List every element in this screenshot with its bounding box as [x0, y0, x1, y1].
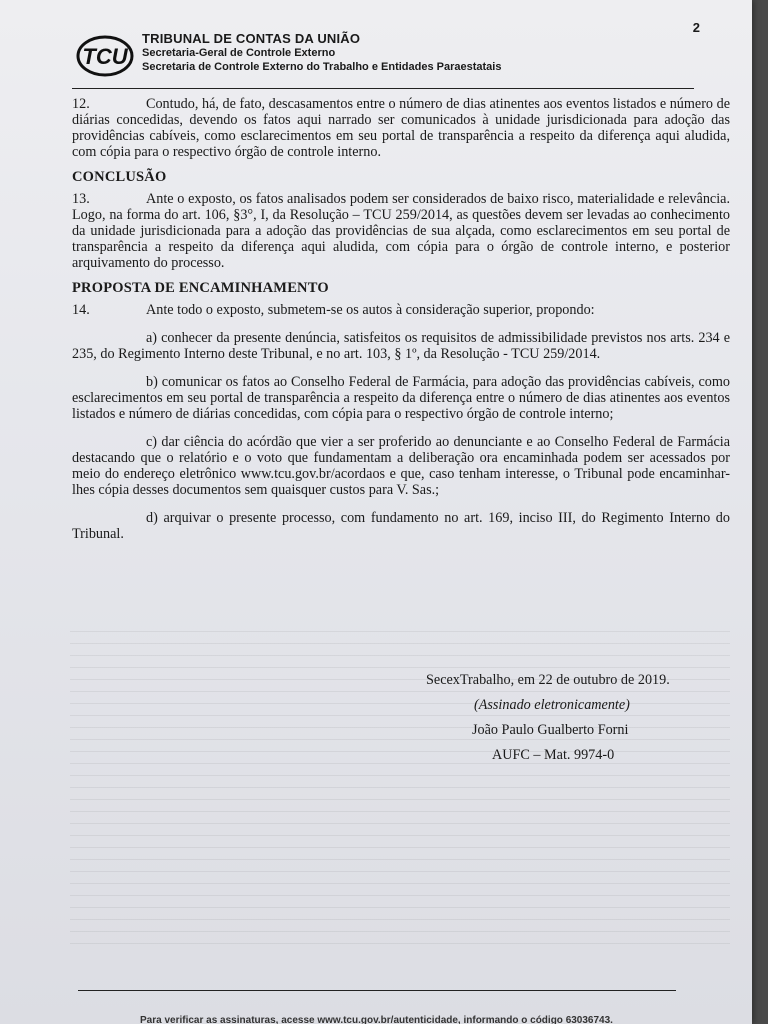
signature-note: (Assinado eletronicamente): [474, 697, 630, 713]
organization-block: [142, 32, 501, 74]
section-heading-proposal: PROPOSTA DE ENCAMINHAMENTO: [72, 280, 329, 296]
paragraph-text: Ante o exposto, os fatos analisados podem ser considerados de baixo risco, materialidade e relevância. Logo, na forma do art. 106, §3°, I, da Resolução – TCU 259/2014, as questões devem ser levadas ao conhecimento da unidade jurisdicionada para a adoção das providências de sua alçada, como esclarecimentos em seu portal de transparência a respeito da diferença aqui aludida, com cópia para o órgão de controle interno, e posterior arquivamento do processo.: [72, 191, 730, 271]
paragraph-text: Ante todo o exposto, submetem-se os autos à consideração superior, propondo:: [146, 302, 595, 318]
signature-place-date: SecexTrabalho, em 22 de outubro de 2019.: [426, 672, 670, 688]
page-number: 2: [692, 20, 700, 35]
proposal-item-a: a) conhecer da presente denúncia, satisfeitos os requisitos de admissibilidade previstos nos arts. 234 e 235, do Regimento Interno deste Tribunal, e no art. 103, § 1º, da Resolução - TCU 259/2014.: [72, 330, 730, 362]
signer-role: AUFC – Mat. 9974-0: [492, 747, 615, 763]
paragraph-text: Contudo, há, de fato, descasamentos entre o número de dias atinentes aos eventos listados e número de diárias concedidas, devendo os fatos aqui narrado ser comunicados à unidade jurisdicionada para adoção das providências cabíveis, como esclarecimentos em seu portal de transparência a respeito da diferença aqui aludida, com cópia para o respectivo órgão de controle interno.: [72, 96, 730, 160]
signature-block: [420, 668, 720, 768]
footer-verification-text: Para verificar as assinaturas, acesse www.tcu.gov.br/autenticidade, informando o código 63036743.: [140, 1015, 613, 1024]
paragraph-14: [72, 302, 730, 318]
paragraph-13: [72, 191, 730, 271]
organization-department: Secretaria de Controle Externo do Trabalho e Entidades Paraestatais: [142, 61, 502, 73]
svg-text:TCU: TCU: [82, 44, 128, 69]
header-divider: [72, 88, 694, 89]
signer-name: João Paulo Gualberto Forni: [472, 722, 629, 738]
tcu-logo: [76, 34, 134, 78]
paragraph-number: 14.: [72, 302, 90, 318]
proposal-item-c: c) dar ciência do acórdão que vier a ser proferido ao denunciante e ao Conselho Federal de Farmácia destacando que o relatório e o voto que fundamentam a deliberação ora encaminhada podem ser acessados por meio do endereço eletrônico www.tcu.gov.br/acordaos e que, caso tenham interesse, o Tribunal pode encaminhar-lhes cópia desses documentos sem quaisquer custos para V. Sas.;: [72, 434, 730, 498]
document-body: [72, 96, 730, 554]
organization-name: TRIBUNAL DE CONTAS DA UNIÃO: [142, 31, 361, 46]
proposal-item-b: b) comunicar os fatos ao Conselho Federal de Farmácia, para adoção das providências cabíveis, como esclarecimentos em seu portal de transparência a respeito da diferença entre o número de dias atinentes aos eventos listados e número de diárias concedidas, com cópia para o respectivo órgão de controle interno;: [72, 374, 730, 422]
organization-subtitle: Secretaria-Geral de Controle Externo: [142, 47, 336, 59]
paragraph-number: 13.: [72, 191, 90, 207]
proposal-item-d: d) arquivar o presente processo, com fundamento no art. 169, inciso III, do Regimento Interno do Tribunal.: [72, 510, 730, 542]
paragraph-number: 12.: [72, 96, 90, 112]
document-header: [76, 30, 676, 86]
footer-divider: [78, 990, 676, 991]
section-heading-conclusion: CONCLUSÃO: [72, 169, 167, 185]
paragraph-12: [72, 96, 730, 160]
